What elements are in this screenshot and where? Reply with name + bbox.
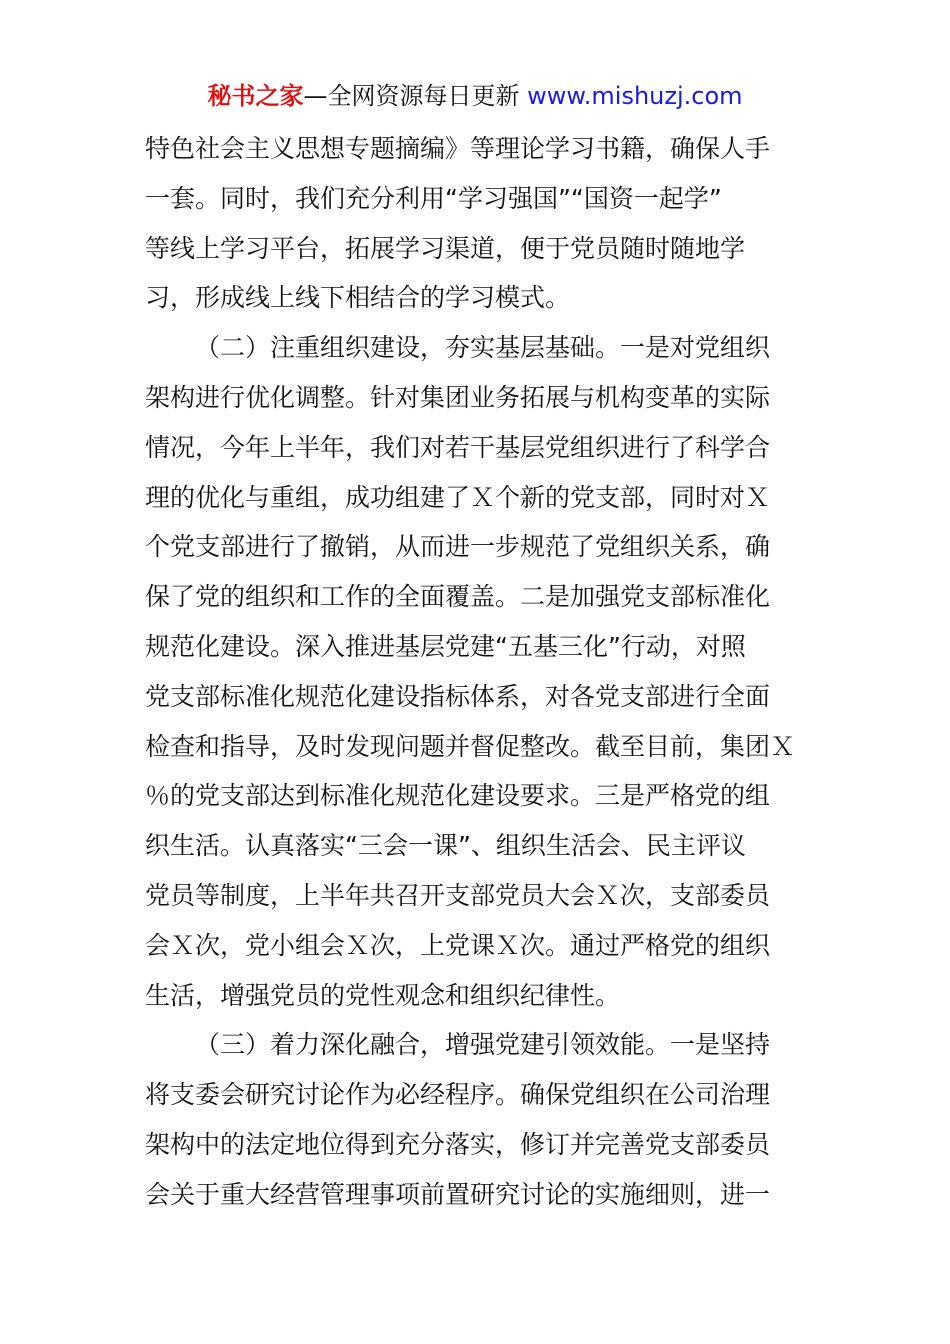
text-line: 保了党的组织和工作的全面覆盖。二是加强党支部标准化 — [145, 582, 771, 612]
text-line: 党员等制度，上半年共召开支部党员大会Ｘ次，支部委员 — [145, 880, 771, 910]
text-line: ％的党支部达到标准化规范化建设要求。三是严格党的组 — [145, 781, 771, 811]
text-line: 生活，增强党员的党性观念和组织纪律性。 — [145, 980, 621, 1010]
text-line: 习，形成线上线下相结合的学习模式。 — [145, 283, 571, 313]
text-line: 等线上学习平台，拓展学习渠道，便于党员随时随地学 — [145, 233, 746, 263]
text-line: 特色社会主义思想专题摘编》等理论学习书籍，确保人手 — [145, 134, 771, 163]
text-line: 会Ｘ次，党小组会Ｘ次，上党课Ｘ次。通过严格党的组织 — [145, 930, 771, 960]
text-line: 情况，今年上半年，我们对若干基层党组织进行了科学合 — [145, 432, 771, 462]
document-body — [145, 124, 815, 1220]
text-line: 规范化建设。深入推进基层党建“五基三化”行动，对照 — [145, 631, 746, 661]
site-tagline: —全网资源每日更新 — [303, 82, 528, 110]
text-line: 将支委会研究讨论作为必经程序。确保党组织在公司治理 — [145, 1080, 771, 1110]
text-line: 架构中的法定地位得到充分落实，修订并完善党支部委员 — [145, 1129, 771, 1159]
text-line: 个党支部进行了撤销，从而进一步规范了党组织关系，确 — [145, 532, 771, 562]
text-line: 架构进行优化调整。针对集团业务拓展与机构变革的实际 — [145, 382, 771, 412]
site-brand: 秘书之家 — [207, 82, 304, 110]
section-heading-line: （二）注重组织建设，夯实基层基础。一是对党组织 — [195, 333, 771, 363]
site-url-link[interactable]: www.mishuzj.com — [527, 82, 743, 110]
text-line: 一套。同时，我们充分利用“学习强国”“国资一起学” — [145, 183, 722, 213]
text-line: 检查和指导，及时发现问题并督促整改。截至目前，集团Ｘ — [145, 731, 796, 761]
text-line: 党支部标准化规范化建设指标体系，对各党支部进行全面 — [145, 681, 771, 711]
section-heading-line: （三）着力深化融合，增强党建引领效能。一是坚持 — [195, 1030, 771, 1060]
site-header — [0, 80, 950, 112]
text-line: 织生活。认真落实“三会一课”、组织生活会、民主评议 — [145, 831, 746, 861]
text-line: 会关于重大经营管理事项前置研究讨论的实施细则，进一 — [145, 1179, 771, 1209]
text-line: 理的优化与重组，成功组建了Ｘ个新的党支部，同时对Ｘ — [145, 482, 771, 512]
